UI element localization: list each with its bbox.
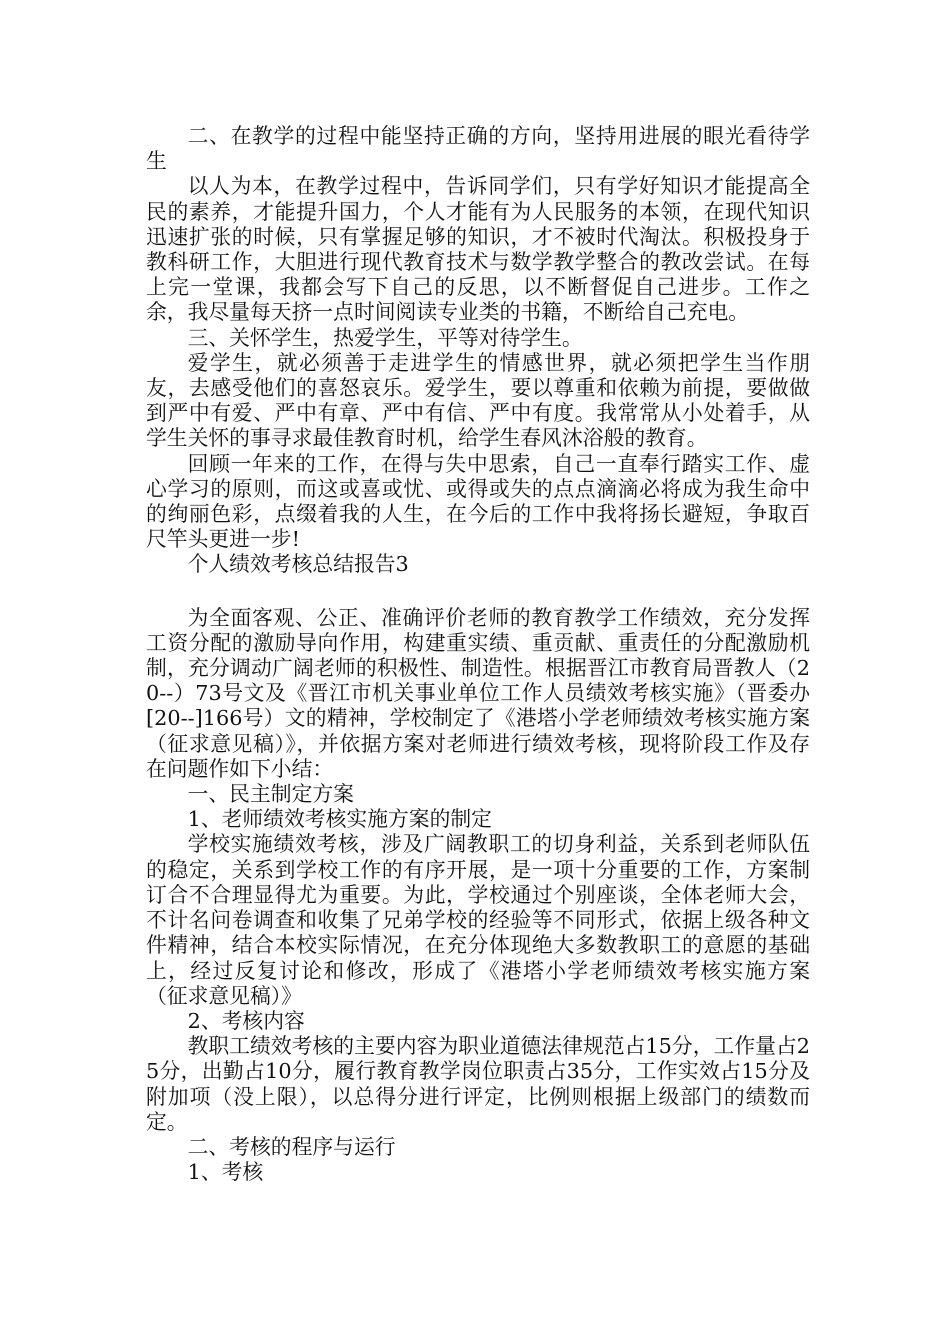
- section-heading-1: 一、民主制定方案: [187, 782, 354, 807]
- subsection-heading-1: 1、考核: [187, 1160, 264, 1185]
- section-heading-3: 三、关怀学生，热爱学生，平等对待学生。: [187, 325, 583, 350]
- blank-line: [146, 578, 810, 606]
- body-paragraph: 学校实施绩效考核，涉及广阔教职工的切身利益，关系到老师队伍的稳定，关系到学校工作的有序开展，是一项十分重要的工作，方案制订合不合理显得尤为重要。为此，学校通过个别座谈，全体老师大会，不计名问卷调查和收集了兄弟学校的经验等不同形式，依据上级各种文件精神，结合本校实际情况，在充分体现绝大多数教职工的意愿的基础上，经过反复讨论和修改，形成了《港塔小学老师绩效考核实施方案（征求意见稿）》: [146, 832, 810, 1008]
- body-paragraph: 以人为本，在教学过程中，告诉同学们，只有学好知识才能提高全民的素养，才能提升国力，个人才能有为人民服务的本领，在现代知识迅速扩张的时候，只有掌握足够的知识，才不被时代淘汰。积极投身于教科研工作，大胆进行现代教育技术与数学教学整合的教改尝试。在每上完一堂课，我都会写下自己的反思，以不断督促自己进步。工作之余，我尽量每天挤一点时间阅读专业类的书籍，不断给自己充电。: [146, 174, 810, 325]
- body-paragraph: 回顾一年来的工作，在得与失中思索，自己一直奉行踏实工作、虚心学习的原则，而这或喜或忧、或得或失的点点滴滴必将成为我生命中的绚丽色彩，点缀着我的人生，在今后的工作中我将扬长避短，争取百尺竿头更进一步!: [146, 451, 810, 552]
- subsection-heading-2: 2、考核内容: [187, 1008, 305, 1033]
- subsection-heading-1: 1、老师绩效考核实施方案的制定: [187, 807, 492, 832]
- body-paragraph: 教职工绩效考核的主要内容为职业道德法律规范占15分，工作量占25分，出勤占10分，履行教育教学岗位职责占35分，工作实效占15分及附加项（没上限），以总得分进行评定，比例则根据上级部门的绩数而定。: [146, 1034, 810, 1134]
- section-heading-2: 二、在教学的过程中能坚持正确的方向，坚持用进展的眼光看待学生: [146, 124, 810, 174]
- body-paragraph: 为全面客观、公正、准确评价老师的教育教学工作绩效，充分发挥工资分配的激励导向作用，构建重实绩、重贡献、重责任的分配激励机制，充分调动广阔老师的积极性、制造性。根据晋江市教育局晋教人（20--）73号文及《晋江市机关事业单位工作人员绩效考核实施》（晋委办[20--]166号）文的精神，学校制定了《港塔小学老师绩效考核实施方案（征求意见稿）》，并依据方案对老师进行绩效考核，现将阶段工作及存在问题作如下小结：: [146, 605, 810, 781]
- document-page: [146, 124, 810, 1185]
- report-title: 个人绩效考核总结报告3: [187, 552, 409, 577]
- section-heading-2: 二、考核的程序与运行: [187, 1134, 396, 1159]
- body-paragraph: 爱学生，就必须善于走进学生的情感世界，就必须把学生当作朋友，去感受他们的喜怒哀乐。爱学生，要以尊重和依赖为前提，要做做到严中有爱、严中有章、严中有信、严中有度。我常常从小处着手，从学生关怀的事寻求最佳教育时机，给学生春风沐浴般的教育。: [146, 350, 810, 451]
